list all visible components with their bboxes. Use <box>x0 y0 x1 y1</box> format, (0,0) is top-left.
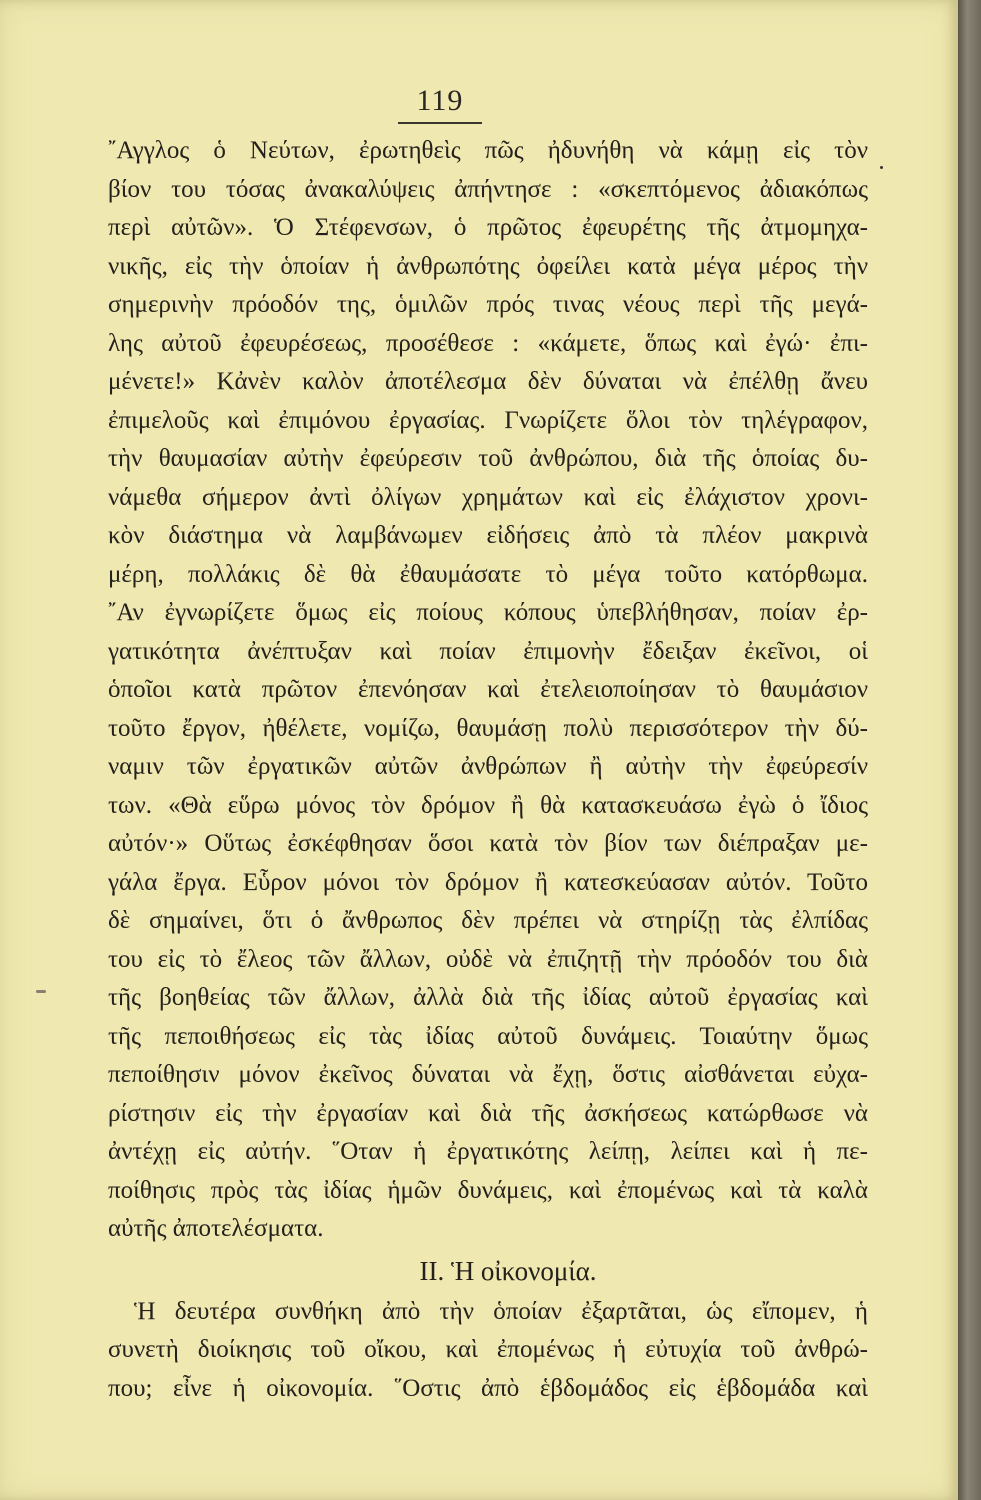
text-line: γάλα ἔργα. Εὗρον μόνοι τὸν δρόμον ἢ κατεσκεύασαν αὐτόν. Τοῦτο <box>108 868 868 896</box>
text-line: αὐτῆς ἀποτελέσματα. <box>108 1215 324 1242</box>
section-heading: II. Ἡ οἰκονομία. <box>419 1255 597 1286</box>
text-line: νικῆς, εἰς τὴν ὁποίαν ἡ ἀνθρωπότης ὀφείλει κατὰ μέγα μέρος τὴν <box>108 252 868 280</box>
text-line: κὸν διάστημα νὰ λαμβάνωμεν εἰδήσεις ἀπὸ τὰ πλέον μακρινὰ <box>108 522 868 549</box>
page-edge <box>958 0 981 1500</box>
text-line: μέρη, πολλάκις δὲ θὰ ἐθαυμάσατε τὸ μέγα τοῦτο κατόρθωμα. <box>108 560 868 588</box>
text-line: ἐπιμελοῦς καὶ ἐπιμόνου ἐργασίας. Γνωρίζετε ὅλοι τὸν τηλέγραφον, <box>108 406 868 434</box>
text-line: λης αὐτοῦ ἐφευρέσεως, προσέθεσε : «κάμετε, ὅπως καὶ ἐγώ· ἐπι- <box>108 329 868 357</box>
page-number: 119 <box>416 84 464 117</box>
text-line: μένετε!» Κἀνὲν καλὸν ἀποτέλεσμα δὲν δύναται νὰ ἐπέλθῃ ἄνευ <box>108 368 868 395</box>
text-line: αὐτόν·» Οὕτως ἐσκέφθησαν ὅσοι κατὰ τὸν βίον των διέπραξαν με- <box>108 830 868 857</box>
text-line: σημερινὴν πρόοδόν της, ὁμιλῶν πρός τινας νέους περὶ τῆς μεγά- <box>108 291 868 318</box>
text-line: των. «Θὰ εὕρω μόνος τὸν δρόμον ἢ θὰ κατασκευάσω ἐγὼ ὁ ἴδιος <box>108 791 868 819</box>
margin-mark <box>36 990 46 993</box>
text-line: ἀντέχῃ εἰς αὐτήν. ῞Οταν ἡ ἐργατικότης λείπῃ, λείπει καὶ ἡ πε- <box>108 1138 868 1165</box>
body-text <box>108 132 868 1408</box>
text-line: νάμεθα σήμερον ἀντὶ ὀλίγων χρημάτων καὶ εἰς ἐλάχιστον χρονι- <box>108 483 868 511</box>
text-line: Ἡ δευτέρα συνθήκη ἀπὸ τὴν ὁποίαν ἐξαρτᾶται, ὡς εἴπομεν, ἡ <box>134 1297 868 1325</box>
text-line: του εἰς τὸ ἔλεος τῶν ἄλλων, οὐδὲ νὰ ἐπιζητῇ τὴν πρόοδόν του διὰ <box>108 945 868 973</box>
ink-dot <box>880 166 883 169</box>
text-line: περὶ αὐτῶν». Ὁ Στέφενσων, ὁ πρῶτος ἐφευρέτης τῆς ἀτμομηχα- <box>108 214 868 241</box>
text-line: τὴν θαυμασίαν αὐτὴν ἐφεύρεσιν τοῦ ἀνθρώπου, διὰ τῆς ὁποίας δυ- <box>108 445 868 472</box>
text-line: γατικότητα ἀνέπτυξαν καὶ ποίαν ἐπιμονὴν ἔδειξαν ἐκεῖνοι, οἱ <box>108 637 868 665</box>
text-line: τῆς βοηθείας τῶν ἄλλων, ἀλλὰ διὰ τῆς ἰδίας αὐτοῦ ἐργασίας καὶ <box>108 984 868 1011</box>
text-line: βίον του τόσας ἀνακαλύψεις ἀπήντησε : «σκεπτόμενος ἀδιακόπως <box>108 175 868 203</box>
text-line: ῎Αν ἐγνωρίζετε ὅμως εἰς ποίους κόπους ὑπεβλήθησαν, ποίαν ἐρ- <box>108 599 868 626</box>
text-line: ὁποῖοι κατὰ πρῶτον ἐπενόησαν καὶ ἐτελειοποίησαν τὸ θαυμάσιον <box>108 676 868 703</box>
text-line: ποίθησις πρὸς τὰς ἰδίας ἡμῶν δυνάμεις, καὶ ἐπομένως καὶ τὰ καλὰ <box>108 1176 868 1204</box>
text-line: που; εἶνε ἡ οἰκονομία. ῞Οστις ἀπὸ ἑβδομάδος εἰς ἑβδομάδα καὶ <box>108 1374 868 1402</box>
text-line: πεποίθησιν μόνον ἐκεῖνος δύναται νὰ ἔχῃ, ὅστις αἰσθάνεται εὐχα- <box>108 1061 868 1088</box>
text-line: τοῦτο ἔργον, ἠθέλετε, νομίζω, θαυμάσῃ πολὺ περισσότερον τὴν δύ- <box>108 714 868 742</box>
page-number-rule <box>398 122 482 124</box>
text-line: ρίστησιν εἰς τὴν ἐργασίαν καὶ διὰ τῆς ἀσκήσεως κατώρθωσε νὰ <box>108 1099 868 1127</box>
text-line: ῎Αγγλος ὁ Νεύτων, ἐρωτηθεὶς πῶς ἠδυνήθη νὰ κάμῃ εἰς τὸν <box>108 137 868 164</box>
text-line: συνετὴ διοίκησις τοῦ οἴκου, καὶ ἐπομένως ἡ εὐτυχία τοῦ ἀνθρώ- <box>108 1336 868 1363</box>
text-line: τῆς πεποιθήσεως εἰς τὰς ἰδίας αὐτοῦ δυνάμεις. Τοιαύτην ὅμως <box>108 1022 868 1050</box>
text-line: ναμιν τῶν ἐργατικῶν αὐτῶν ἀνθρώπων ἢ αὐτὴν τὴν ἐφεύρεσίν <box>108 753 868 780</box>
text-line: δὲ σημαίνει, ὅτι ὁ ἄνθρωπος δὲν πρέπει νὰ στηρίζῃ τὰς ἐλπίδας <box>108 907 868 934</box>
